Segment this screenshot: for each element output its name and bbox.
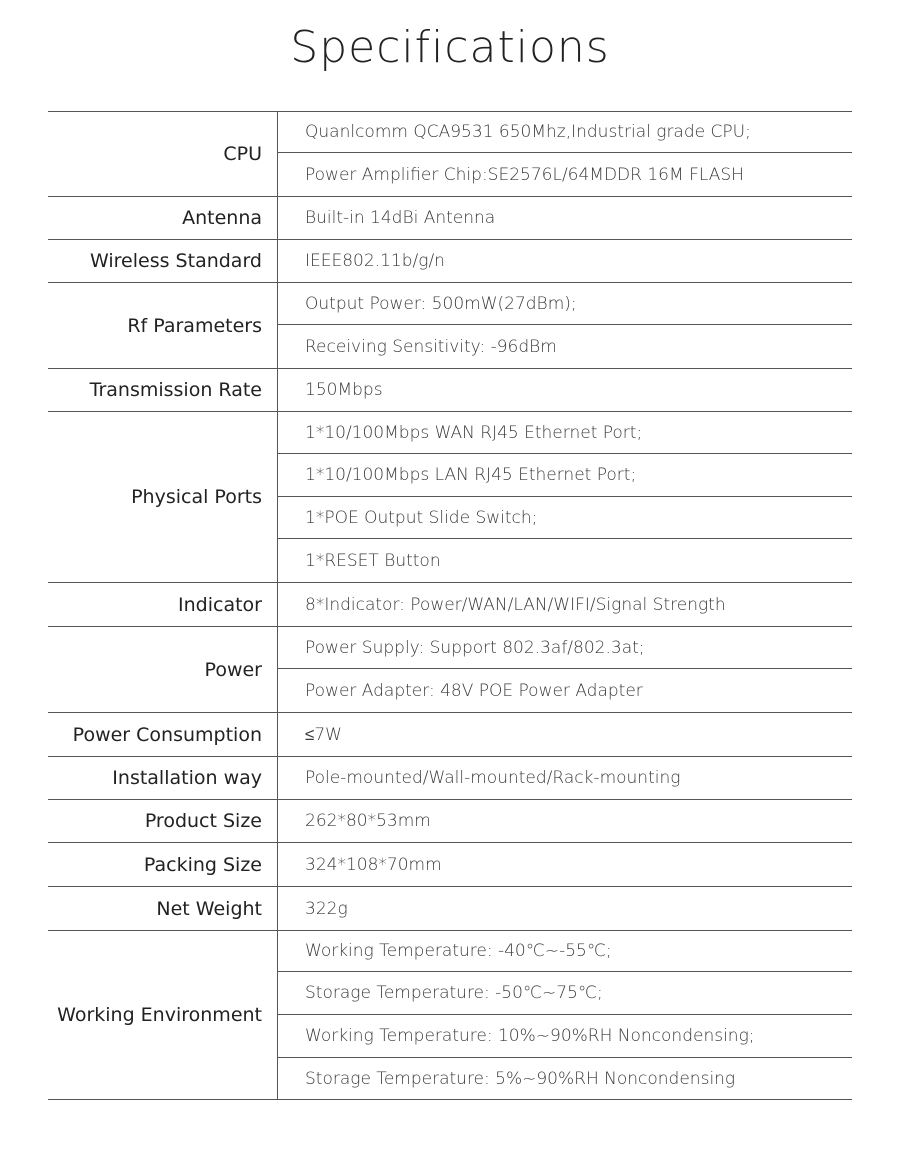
spec-label: Power Consumption	[48, 713, 278, 756]
spec-value: Built-in 14dBi Antenna	[305, 208, 496, 228]
spec-label: Physical Ports	[48, 412, 278, 582]
spec-value: 150Mbps	[305, 380, 383, 400]
spec-value: Pole-mounted/Wall-mounted/Rack-mounting	[305, 768, 681, 788]
spec-value: 1*RESET Button	[305, 550, 441, 571]
spec-value: Power Adapter: 48V POE Power Adapter	[305, 680, 643, 701]
spec-row	[48, 369, 852, 412]
spec-values	[278, 412, 852, 582]
spec-table	[48, 111, 852, 1100]
spec-value: Storage Temperature: 5%~90%RH Noncondensing	[305, 1068, 736, 1089]
spec-row	[48, 757, 852, 800]
spec-value: 1*POE Output Slide Switch;	[278, 497, 852, 539]
spec-label: Power	[48, 627, 278, 712]
spec-row	[48, 583, 852, 627]
spec-label: Antenna	[48, 197, 278, 239]
spec-value: 8*Indicator: Power/WAN/LAN/WIFI/Signal Strength	[305, 594, 726, 615]
spec-value: Working Temperature: -40℃~-55℃;	[278, 931, 852, 972]
spec-row	[48, 412, 852, 583]
spec-values	[278, 197, 852, 239]
spec-values	[278, 112, 852, 196]
spec-values	[278, 887, 852, 930]
spec-value: Output Power: 500mW(27dBm);	[278, 283, 852, 325]
spec-values	[278, 283, 852, 368]
spec-row	[48, 197, 852, 240]
spec-values	[278, 713, 852, 756]
spec-value: 324*108*70mm	[305, 854, 442, 875]
spec-value: Storage Temperature: -50℃~75℃;	[278, 972, 852, 1015]
spec-value: Power Supply: Support 802.3af/802.3at;	[278, 627, 852, 669]
spec-label: Packing Size	[48, 843, 278, 886]
spec-row	[48, 627, 852, 713]
spec-values	[278, 843, 852, 886]
spec-values	[278, 627, 852, 712]
spec-value: 1*10/100Mbps WAN RJ45 Ethernet Port;	[278, 412, 852, 454]
spec-row	[48, 887, 852, 931]
spec-row	[48, 283, 852, 369]
spec-label: Net Weight	[48, 887, 278, 930]
spec-value: Working Temperature: 10%~90%RH Noncondensing;	[278, 1015, 852, 1058]
spec-value: IEEE802.11b/g/n	[305, 251, 445, 271]
spec-row	[48, 112, 852, 197]
spec-value: Receiving Sensitivity: -96dBm	[305, 336, 557, 357]
spec-label: Wireless Standard	[48, 240, 278, 282]
spec-label: CPU	[48, 112, 278, 196]
spec-label: Installation way	[48, 757, 278, 799]
spec-row	[48, 931, 852, 1100]
spec-value: 1*10/100Mbps LAN RJ45 Ethernet Port;	[278, 454, 852, 497]
spec-row	[48, 800, 852, 843]
spec-label: Product Size	[48, 800, 278, 842]
spec-values	[278, 369, 852, 411]
spec-row	[48, 240, 852, 283]
spec-value: 322g	[305, 898, 348, 919]
spec-values	[278, 240, 852, 282]
spec-values	[278, 931, 852, 1099]
spec-label: Rf Parameters	[48, 283, 278, 368]
page-title: Specifications	[290, 22, 610, 73]
spec-values	[278, 757, 852, 799]
spec-value: 262*80*53mm	[305, 811, 431, 831]
spec-value: ≤7W	[305, 724, 342, 745]
spec-values	[278, 800, 852, 842]
spec-value: Quanlcomm QCA9531 650Mhz,Industrial grade CPU;	[278, 112, 852, 153]
spec-label: Indicator	[48, 583, 278, 626]
spec-value: Power Amplifier Chip:SE2576L/64MDDR 16M FLASH	[305, 164, 744, 185]
spec-row	[48, 713, 852, 757]
spec-row	[48, 843, 852, 887]
spec-label: Working Environment	[48, 931, 278, 1099]
spec-values	[278, 583, 852, 626]
spec-label: Transmission Rate	[48, 369, 278, 411]
